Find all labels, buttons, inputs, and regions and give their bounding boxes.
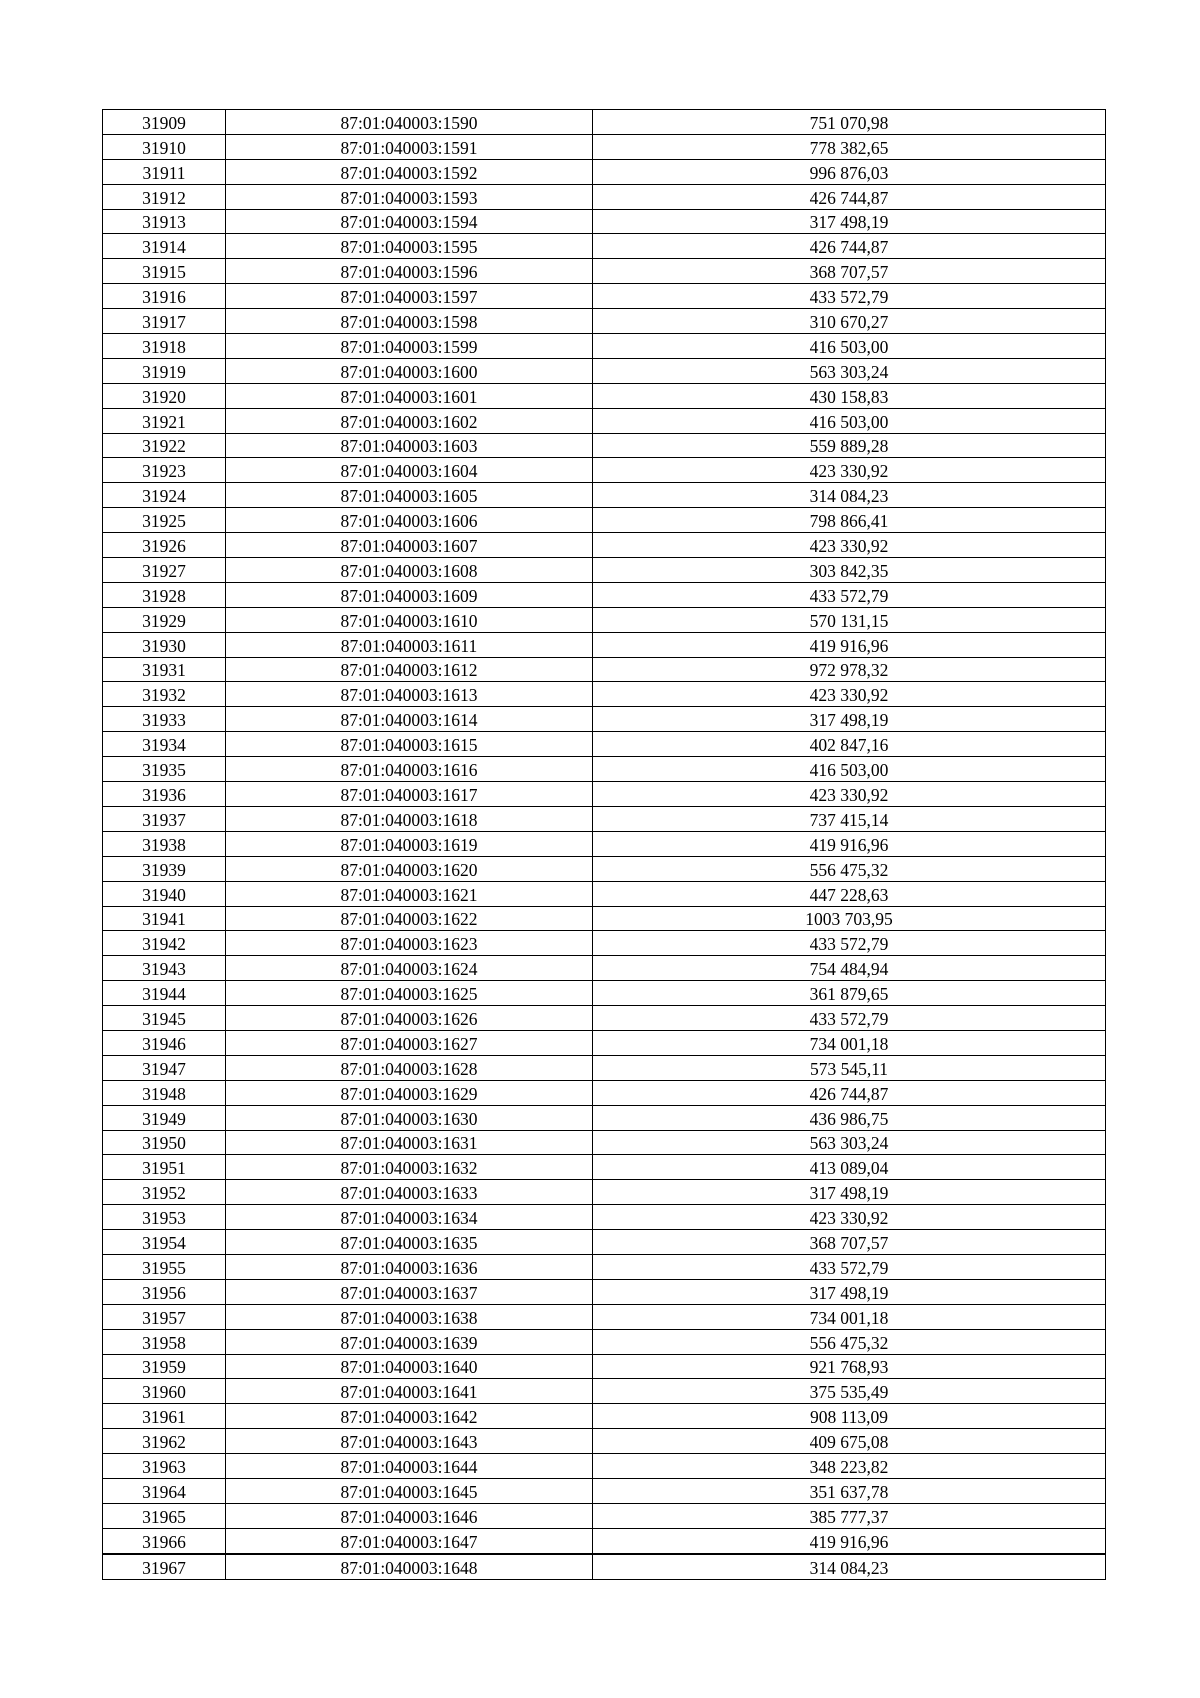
cadastral-number-cell: 87:01:040003:1639 xyxy=(226,1329,593,1354)
table-row xyxy=(103,408,1106,433)
table-row xyxy=(103,309,1106,334)
cadastral-number-cell: 87:01:040003:1595 xyxy=(226,234,593,259)
cadastral-number-cell: 87:01:040003:1648 xyxy=(226,1554,593,1579)
cadastral-number-cell: 87:01:040003:1597 xyxy=(226,284,593,309)
table-row xyxy=(103,782,1106,807)
row-number-cell: 31942 xyxy=(103,931,226,956)
row-number-cell: 31960 xyxy=(103,1379,226,1404)
table-row xyxy=(103,433,1106,458)
cadastral-number-cell: 87:01:040003:1591 xyxy=(226,134,593,159)
cadastral-number-cell: 87:01:040003:1610 xyxy=(226,607,593,632)
cadastral-value-cell: 375 535,49 xyxy=(593,1379,1106,1404)
table-row xyxy=(103,1205,1106,1230)
row-number-cell: 31964 xyxy=(103,1478,226,1503)
cadastral-number-cell: 87:01:040003:1646 xyxy=(226,1503,593,1528)
row-number-cell: 31962 xyxy=(103,1429,226,1454)
cadastral-value-cell: 314 084,23 xyxy=(593,483,1106,508)
cadastral-value-cell: 754 484,94 xyxy=(593,956,1106,981)
table-row xyxy=(103,856,1106,881)
cadastral-value-cell: 416 503,00 xyxy=(593,334,1106,359)
cadastral-number-cell: 87:01:040003:1626 xyxy=(226,1006,593,1031)
row-number-cell: 31920 xyxy=(103,383,226,408)
row-number-cell: 31941 xyxy=(103,906,226,931)
cadastral-number-cell: 87:01:040003:1604 xyxy=(226,458,593,483)
row-number-cell: 31923 xyxy=(103,458,226,483)
cadastral-value-cell: 416 503,00 xyxy=(593,408,1106,433)
cadastral-value-cell: 317 498,19 xyxy=(593,1279,1106,1304)
row-number-cell: 31963 xyxy=(103,1454,226,1479)
cadastral-number-cell: 87:01:040003:1606 xyxy=(226,508,593,533)
cadastral-number-cell: 87:01:040003:1602 xyxy=(226,408,593,433)
cadastral-value-cell: 351 637,78 xyxy=(593,1478,1106,1503)
table-row xyxy=(103,1554,1106,1579)
cadastral-number-cell: 87:01:040003:1598 xyxy=(226,309,593,334)
row-number-cell: 31952 xyxy=(103,1180,226,1205)
row-number-cell: 31914 xyxy=(103,234,226,259)
table-row xyxy=(103,334,1106,359)
cadastral-value-cell: 317 498,19 xyxy=(593,209,1106,234)
cadastral-number-cell: 87:01:040003:1620 xyxy=(226,856,593,881)
cadastral-value-cell: 419 916,96 xyxy=(593,632,1106,657)
row-number-cell: 31938 xyxy=(103,831,226,856)
row-number-cell: 31940 xyxy=(103,881,226,906)
cadastral-number-cell: 87:01:040003:1594 xyxy=(226,209,593,234)
cadastral-value-cell: 447 228,63 xyxy=(593,881,1106,906)
cadastral-value-cell: 563 303,24 xyxy=(593,1130,1106,1155)
cadastral-value-cell: 385 777,37 xyxy=(593,1503,1106,1528)
table-row xyxy=(103,1254,1106,1279)
cadastral-value-cell: 798 866,41 xyxy=(593,508,1106,533)
table-row xyxy=(103,159,1106,184)
cadastral-value-cell: 908 113,09 xyxy=(593,1404,1106,1429)
row-number-cell: 31965 xyxy=(103,1503,226,1528)
cadastral-value-cell: 436 986,75 xyxy=(593,1105,1106,1130)
cadastral-value-cell: 734 001,18 xyxy=(593,1304,1106,1329)
cadastral-value-cell: 368 707,57 xyxy=(593,1230,1106,1255)
row-number-cell: 31961 xyxy=(103,1404,226,1429)
cadastral-number-cell: 87:01:040003:1627 xyxy=(226,1030,593,1055)
cadastral-value-cell: 556 475,32 xyxy=(593,856,1106,881)
row-number-cell: 31939 xyxy=(103,856,226,881)
row-number-cell: 31944 xyxy=(103,981,226,1006)
cadastral-number-cell: 87:01:040003:1600 xyxy=(226,358,593,383)
table-row xyxy=(103,558,1106,583)
cadastral-number-cell: 87:01:040003:1609 xyxy=(226,582,593,607)
cadastral-value-cell: 433 572,79 xyxy=(593,931,1106,956)
table-row xyxy=(103,1080,1106,1105)
table-row xyxy=(103,508,1106,533)
table-row xyxy=(103,1454,1106,1479)
row-number-cell: 31945 xyxy=(103,1006,226,1031)
row-number-cell: 31927 xyxy=(103,558,226,583)
cadastral-number-cell: 87:01:040003:1611 xyxy=(226,632,593,657)
cadastral-value-cell: 423 330,92 xyxy=(593,782,1106,807)
row-number-cell: 31950 xyxy=(103,1130,226,1155)
cadastral-value-cell: 563 303,24 xyxy=(593,358,1106,383)
table-row xyxy=(103,1130,1106,1155)
cadastral-number-cell: 87:01:040003:1645 xyxy=(226,1478,593,1503)
cadastral-number-cell: 87:01:040003:1608 xyxy=(226,558,593,583)
cadastral-value-cell: 426 744,87 xyxy=(593,1080,1106,1105)
table-row xyxy=(103,881,1106,906)
row-number-cell: 31947 xyxy=(103,1055,226,1080)
table-row xyxy=(103,1105,1106,1130)
cadastral-value-cell: 734 001,18 xyxy=(593,1030,1106,1055)
row-number-cell: 31949 xyxy=(103,1105,226,1130)
row-number-cell: 31909 xyxy=(103,110,226,135)
cadastral-number-cell: 87:01:040003:1617 xyxy=(226,782,593,807)
row-number-cell: 31931 xyxy=(103,657,226,682)
row-number-cell: 31926 xyxy=(103,533,226,558)
table-row xyxy=(103,1030,1106,1055)
cadastral-number-cell: 87:01:040003:1612 xyxy=(226,657,593,682)
table-row xyxy=(103,184,1106,209)
cadastral-number-cell: 87:01:040003:1621 xyxy=(226,881,593,906)
cadastral-number-cell: 87:01:040003:1636 xyxy=(226,1254,593,1279)
cadastral-number-cell: 87:01:040003:1643 xyxy=(226,1429,593,1454)
cadastral-number-cell: 87:01:040003:1635 xyxy=(226,1230,593,1255)
table-row xyxy=(103,1180,1106,1205)
cadastral-value-cell: 310 670,27 xyxy=(593,309,1106,334)
row-number-cell: 31918 xyxy=(103,334,226,359)
cadastral-number-cell: 87:01:040003:1629 xyxy=(226,1080,593,1105)
row-number-cell: 31966 xyxy=(103,1528,226,1553)
cadastral-value-cell: 433 572,79 xyxy=(593,284,1106,309)
table-row xyxy=(103,209,1106,234)
cadastral-value-cell: 426 744,87 xyxy=(593,184,1106,209)
row-number-cell: 31934 xyxy=(103,732,226,757)
cadastral-number-cell: 87:01:040003:1638 xyxy=(226,1304,593,1329)
row-number-cell: 31924 xyxy=(103,483,226,508)
cadastral-number-cell: 87:01:040003:1599 xyxy=(226,334,593,359)
row-number-cell: 31910 xyxy=(103,134,226,159)
table-row xyxy=(103,1379,1106,1404)
cadastral-number-cell: 87:01:040003:1640 xyxy=(226,1354,593,1379)
cadastral-value-cell: 402 847,16 xyxy=(593,732,1106,757)
row-number-cell: 31956 xyxy=(103,1279,226,1304)
table-row xyxy=(103,906,1106,931)
table-row xyxy=(103,483,1106,508)
cadastral-value-cell: 303 842,35 xyxy=(593,558,1106,583)
cadastral-number-cell: 87:01:040003:1634 xyxy=(226,1205,593,1230)
row-number-cell: 31915 xyxy=(103,259,226,284)
cadastral-number-cell: 87:01:040003:1624 xyxy=(226,956,593,981)
row-number-cell: 31955 xyxy=(103,1254,226,1279)
table-row xyxy=(103,1155,1106,1180)
table-row xyxy=(103,732,1106,757)
row-number-cell: 31957 xyxy=(103,1304,226,1329)
table-row xyxy=(103,1429,1106,1454)
cadastral-number-cell: 87:01:040003:1637 xyxy=(226,1279,593,1304)
table-row xyxy=(103,1279,1106,1304)
row-number-cell: 31930 xyxy=(103,632,226,657)
cadastral-value-cell: 419 916,96 xyxy=(593,1528,1106,1553)
row-number-cell: 31946 xyxy=(103,1030,226,1055)
row-number-cell: 31953 xyxy=(103,1205,226,1230)
row-number-cell: 31933 xyxy=(103,707,226,732)
cadastral-number-cell: 87:01:040003:1613 xyxy=(226,682,593,707)
cadastral-number-cell: 87:01:040003:1641 xyxy=(226,1379,593,1404)
table-row xyxy=(103,931,1106,956)
table-row xyxy=(103,1528,1106,1553)
row-number-cell: 31936 xyxy=(103,782,226,807)
table-row xyxy=(103,1503,1106,1528)
cadastral-value-cell: 556 475,32 xyxy=(593,1329,1106,1354)
cadastral-value-cell: 317 498,19 xyxy=(593,1180,1106,1205)
cadastral-value-cell: 433 572,79 xyxy=(593,582,1106,607)
table-row xyxy=(103,707,1106,732)
row-number-cell: 31928 xyxy=(103,582,226,607)
cadastral-value-cell: 419 916,96 xyxy=(593,831,1106,856)
row-number-cell: 31959 xyxy=(103,1354,226,1379)
table-row xyxy=(103,1230,1106,1255)
cadastral-value-cell: 433 572,79 xyxy=(593,1254,1106,1279)
row-number-cell: 31954 xyxy=(103,1230,226,1255)
cadastral-number-cell: 87:01:040003:1603 xyxy=(226,433,593,458)
cadastral-number-cell: 87:01:040003:1605 xyxy=(226,483,593,508)
row-number-cell: 31921 xyxy=(103,408,226,433)
table-row xyxy=(103,1478,1106,1503)
table-row xyxy=(103,831,1106,856)
row-number-cell: 31943 xyxy=(103,956,226,981)
table-row xyxy=(103,956,1106,981)
cadastral-number-cell: 87:01:040003:1607 xyxy=(226,533,593,558)
table-row xyxy=(103,806,1106,831)
table-row xyxy=(103,1329,1106,1354)
cadastral-number-cell: 87:01:040003:1616 xyxy=(226,757,593,782)
cadastral-value-cell: 778 382,65 xyxy=(593,134,1106,159)
row-number-cell: 31967 xyxy=(103,1554,226,1579)
row-number-cell: 31913 xyxy=(103,209,226,234)
cadastral-value-cell: 361 879,65 xyxy=(593,981,1106,1006)
table-body xyxy=(103,110,1106,1580)
table-row xyxy=(103,1354,1106,1379)
cadastral-number-cell: 87:01:040003:1614 xyxy=(226,707,593,732)
cadastral-value-cell: 559 889,28 xyxy=(593,433,1106,458)
row-number-cell: 31917 xyxy=(103,309,226,334)
table-row xyxy=(103,134,1106,159)
cadastral-value-cell: 972 978,32 xyxy=(593,657,1106,682)
table-row xyxy=(103,110,1106,135)
cadastral-number-cell: 87:01:040003:1601 xyxy=(226,383,593,408)
cadastral-value-cell: 416 503,00 xyxy=(593,757,1106,782)
cadastral-number-cell: 87:01:040003:1631 xyxy=(226,1130,593,1155)
cadastral-value-cell: 423 330,92 xyxy=(593,533,1106,558)
row-number-cell: 31935 xyxy=(103,757,226,782)
cadastral-value-cell: 423 330,92 xyxy=(593,458,1106,483)
cadastral-value-cell: 423 330,92 xyxy=(593,1205,1106,1230)
row-number-cell: 31919 xyxy=(103,358,226,383)
row-number-cell: 31912 xyxy=(103,184,226,209)
cadastral-number-cell: 87:01:040003:1615 xyxy=(226,732,593,757)
table-row xyxy=(103,1006,1106,1031)
cadastral-value-cell: 426 744,87 xyxy=(593,234,1106,259)
cadastral-number-cell: 87:01:040003:1647 xyxy=(226,1528,593,1553)
table-row xyxy=(103,1404,1106,1429)
cadastral-number-cell: 87:01:040003:1644 xyxy=(226,1454,593,1479)
cadastral-number-cell: 87:01:040003:1625 xyxy=(226,981,593,1006)
cadastral-value-table xyxy=(102,109,1106,1580)
table-row xyxy=(103,981,1106,1006)
cadastral-value-cell: 996 876,03 xyxy=(593,159,1106,184)
row-number-cell: 31932 xyxy=(103,682,226,707)
cadastral-number-cell: 87:01:040003:1618 xyxy=(226,806,593,831)
cadastral-number-cell: 87:01:040003:1590 xyxy=(226,110,593,135)
table-row xyxy=(103,259,1106,284)
table-row xyxy=(103,533,1106,558)
table-row xyxy=(103,358,1106,383)
cadastral-value-cell: 409 675,08 xyxy=(593,1429,1106,1454)
cadastral-number-cell: 87:01:040003:1630 xyxy=(226,1105,593,1130)
cadastral-value-cell: 573 545,11 xyxy=(593,1055,1106,1080)
cadastral-value-cell: 317 498,19 xyxy=(593,707,1106,732)
cadastral-value-cell: 737 415,14 xyxy=(593,806,1106,831)
cadastral-value-cell: 430 158,83 xyxy=(593,383,1106,408)
cadastral-value-cell: 413 089,04 xyxy=(593,1155,1106,1180)
cadastral-number-cell: 87:01:040003:1628 xyxy=(226,1055,593,1080)
table-row xyxy=(103,1055,1106,1080)
row-number-cell: 31911 xyxy=(103,159,226,184)
table-row xyxy=(103,234,1106,259)
table-row xyxy=(103,657,1106,682)
row-number-cell: 31922 xyxy=(103,433,226,458)
table-row xyxy=(103,582,1106,607)
cadastral-value-cell: 751 070,98 xyxy=(593,110,1106,135)
row-number-cell: 31937 xyxy=(103,806,226,831)
cadastral-value-cell: 570 131,15 xyxy=(593,607,1106,632)
table-row xyxy=(103,284,1106,309)
table-row xyxy=(103,383,1106,408)
cadastral-number-cell: 87:01:040003:1633 xyxy=(226,1180,593,1205)
table-row xyxy=(103,682,1106,707)
cadastral-number-cell: 87:01:040003:1632 xyxy=(226,1155,593,1180)
row-number-cell: 31958 xyxy=(103,1329,226,1354)
cadastral-number-cell: 87:01:040003:1642 xyxy=(226,1404,593,1429)
cadastral-value-cell: 1003 703,95 xyxy=(593,906,1106,931)
table-row xyxy=(103,458,1106,483)
row-number-cell: 31951 xyxy=(103,1155,226,1180)
table-row xyxy=(103,607,1106,632)
cadastral-number-cell: 87:01:040003:1596 xyxy=(226,259,593,284)
cadastral-value-cell: 368 707,57 xyxy=(593,259,1106,284)
cadastral-value-cell: 423 330,92 xyxy=(593,682,1106,707)
cadastral-value-cell: 348 223,82 xyxy=(593,1454,1106,1479)
cadastral-number-cell: 87:01:040003:1623 xyxy=(226,931,593,956)
row-number-cell: 31929 xyxy=(103,607,226,632)
row-number-cell: 31925 xyxy=(103,508,226,533)
table-row xyxy=(103,757,1106,782)
cadastral-number-cell: 87:01:040003:1622 xyxy=(226,906,593,931)
table-row xyxy=(103,1304,1106,1329)
row-number-cell: 31948 xyxy=(103,1080,226,1105)
row-number-cell: 31916 xyxy=(103,284,226,309)
cadastral-value-cell: 314 084,23 xyxy=(593,1554,1106,1579)
cadastral-value-cell: 921 768,93 xyxy=(593,1354,1106,1379)
cadastral-number-cell: 87:01:040003:1593 xyxy=(226,184,593,209)
cadastral-value-cell: 433 572,79 xyxy=(593,1006,1106,1031)
cadastral-number-cell: 87:01:040003:1592 xyxy=(226,159,593,184)
table-row xyxy=(103,632,1106,657)
cadastral-number-cell: 87:01:040003:1619 xyxy=(226,831,593,856)
